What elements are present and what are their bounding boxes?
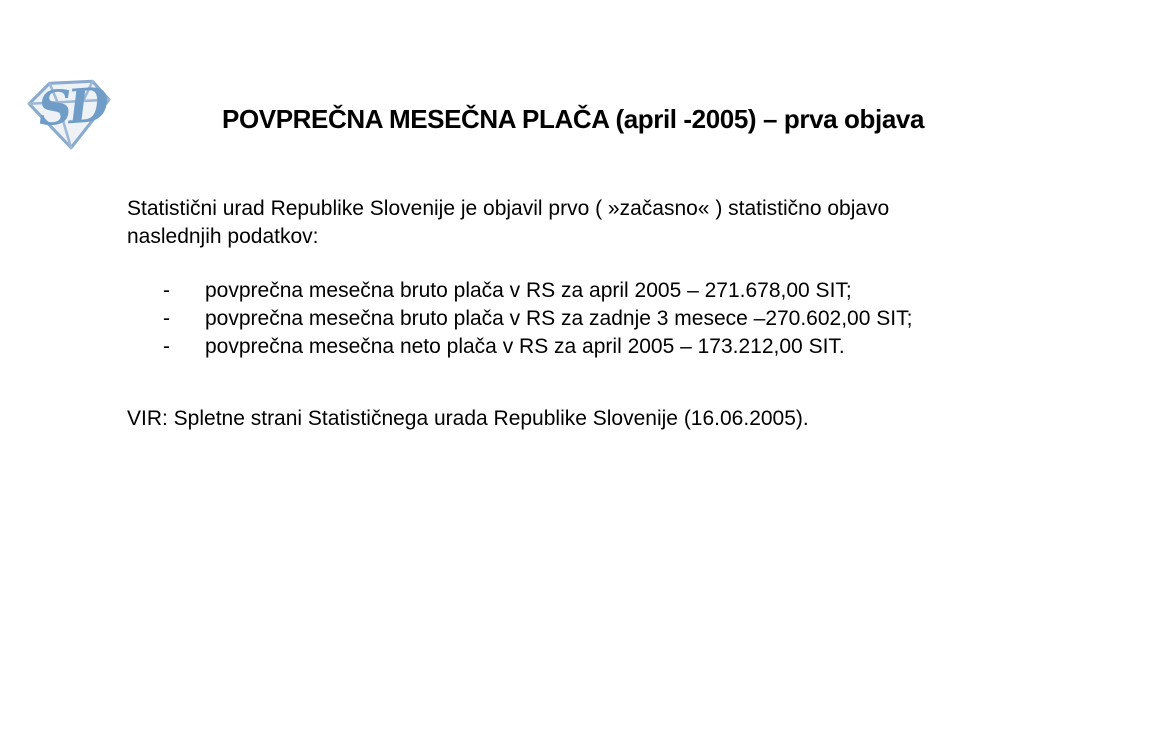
intro-line-1: Statistični urad Republike Slovenije je objavil prvo ( »začasno« ) statistično objavo xyxy=(127,197,890,220)
sd-logo xyxy=(24,76,114,152)
diamond-logo-icon xyxy=(24,76,114,152)
salary-list xyxy=(163,277,912,361)
list-marker: - xyxy=(163,279,170,302)
intro-paragraph xyxy=(127,195,889,251)
list-item-text: povprečna mesečna neto plača v RS za april 2005 – 173.212,00 SIT. xyxy=(205,335,845,358)
list-marker: - xyxy=(163,335,170,358)
list-item-text: povprečna mesečna bruto plača v RS za zadnje 3 mesece –270.602,00 SIT; xyxy=(205,307,913,330)
source-line: VIR: Spletne strani Statističnega urada Republike Slovenije (16.06.2005). xyxy=(127,407,809,430)
intro-line-2: naslednjih podatkov: xyxy=(127,225,319,248)
list-item xyxy=(163,277,912,305)
logo-letters: SD xyxy=(36,77,107,138)
list-marker: - xyxy=(163,307,170,330)
list-item xyxy=(163,305,912,333)
list-item xyxy=(163,333,912,361)
page-title: POVPREČNA MESEČNA PLAČA (april -2005) – prva objava xyxy=(222,104,925,134)
list-item-text: povprečna mesečna bruto plača v RS za april 2005 – 271.678,00 SIT; xyxy=(205,279,852,302)
